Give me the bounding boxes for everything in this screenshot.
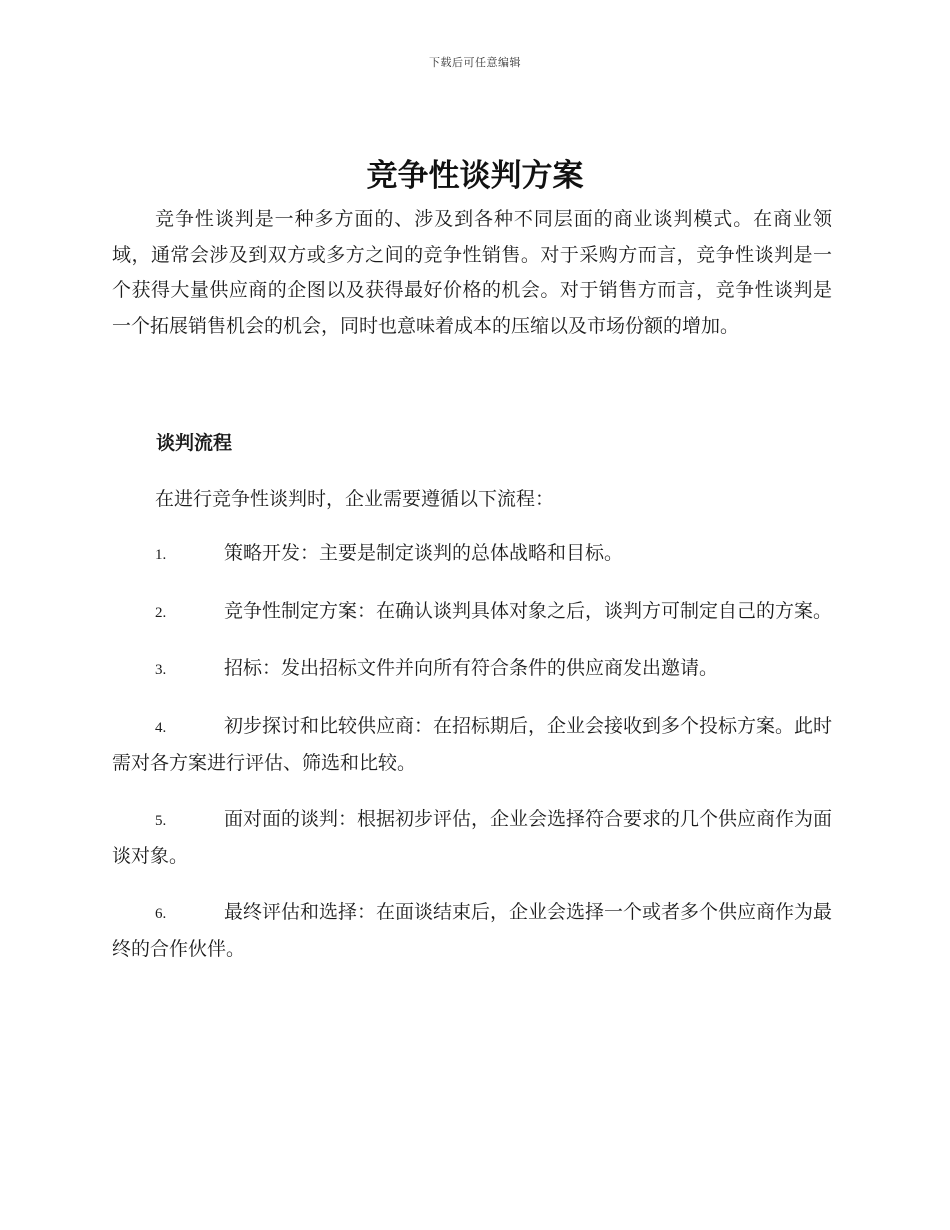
step-number: 3. bbox=[155, 662, 167, 678]
intro-paragraph: 竞争性谈判是一种多方面的、涉及到各种不同层面的商业谈判模式。在商业领域，通常会涉及到双方或多方之间的竞争性销售。对于采购方而言，竞争性谈判是一个获得大量供应商的企图以及获得最好价格的机会。对于销售方而言，竞争性谈判是一个拓展销售机会的机会，同时也意味着成本的压缩以及市场份额的增加。 bbox=[112, 208, 832, 337]
step-text: 策略开发：主要是制定谈判的总体战略和目标。 bbox=[224, 542, 624, 564]
section-heading: 谈判流程 bbox=[156, 432, 233, 454]
step-text: 最终评估和选择：在面谈结束后，企业会选择一个或者多个供应商作为最终的合作伙伴。 bbox=[112, 900, 833, 960]
step-number: 1. bbox=[155, 547, 167, 563]
process-step bbox=[112, 594, 832, 632]
process-step bbox=[112, 802, 832, 875]
process-step bbox=[112, 536, 832, 574]
step-text: 初步探讨和比较供应商：在招标期后，企业会接收到多个投标方案。此时需对各方案进行评估、筛选和比较。 bbox=[112, 714, 833, 774]
step-text: 招标：发出招标文件并向所有符合条件的供应商发出邀请。 bbox=[224, 657, 719, 679]
step-text: 面对面的谈判：根据初步评估，企业会选择符合要求的几个供应商作为面谈对象。 bbox=[112, 807, 833, 867]
step-text: 竞争性制定方案：在确认谈判具体对象之后，谈判方可制定自己的方案。 bbox=[224, 599, 833, 622]
step-number: 6. bbox=[155, 905, 167, 922]
header-note: 下载后可任意编辑 bbox=[429, 56, 521, 69]
process-step bbox=[112, 895, 832, 968]
step-number: 4. bbox=[155, 719, 167, 736]
process-steps-list bbox=[112, 536, 832, 988]
document-title: 竞争性谈判方案 bbox=[366, 158, 584, 194]
process-step bbox=[112, 709, 832, 782]
section-lead-paragraph: 在进行竞争性谈判时，企业需要遵循以下流程： bbox=[155, 488, 555, 510]
process-step bbox=[112, 651, 832, 689]
step-number: 5. bbox=[155, 812, 167, 829]
step-number: 2. bbox=[155, 604, 167, 621]
